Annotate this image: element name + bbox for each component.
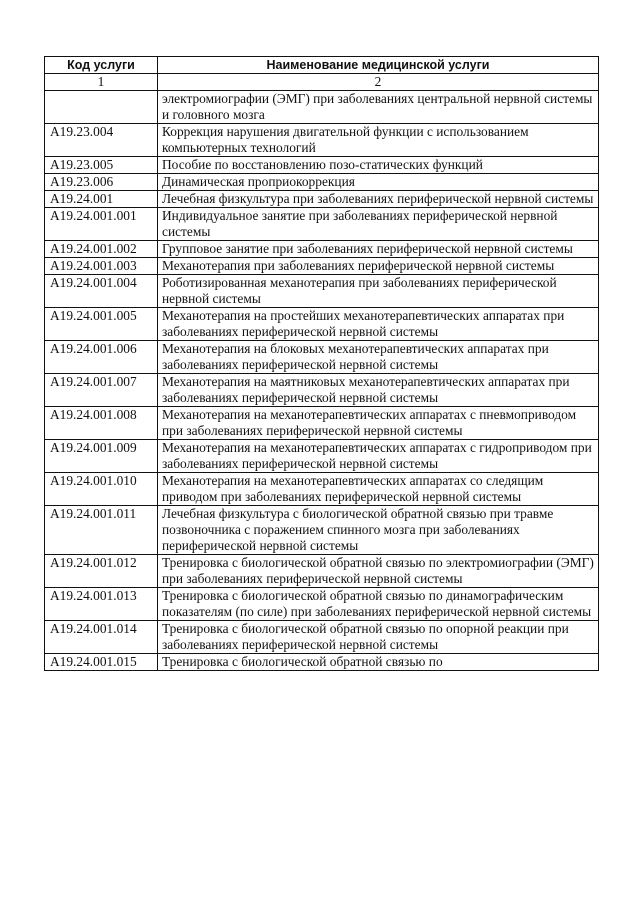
service-code: А19.24.001.006	[45, 341, 158, 374]
service-code: А19.23.004	[45, 124, 158, 157]
service-name: Механотерапия на механотерапевтических аппаратах со следящим приводом при заболеваниях периферической нервной системы	[158, 473, 599, 506]
table-row	[45, 407, 599, 440]
table-row	[45, 157, 599, 174]
service-name: Тренировка с биологической обратной связью по опорной реакции при заболеваниях периферической нервной системы	[158, 621, 599, 654]
service-code: А19.24.001.010	[45, 473, 158, 506]
service-name: Коррекция нарушения двигательной функции с использованием компьютерных технологий	[158, 124, 599, 157]
table-row	[45, 208, 599, 241]
service-code: А19.24.001.014	[45, 621, 158, 654]
table-row	[45, 621, 599, 654]
service-name: Тренировка с биологической обратной связью по электромиографии (ЭМГ) при заболеваниях периферической нервной системы	[158, 555, 599, 588]
service-code: А19.24.001.011	[45, 506, 158, 555]
service-name: Тренировка с биологической обратной связью по	[158, 654, 599, 671]
header-code: Код услуги	[45, 57, 158, 74]
table-row	[45, 341, 599, 374]
service-name: Динамическая проприокоррекция	[158, 174, 599, 191]
service-code: А19.24.001.012	[45, 555, 158, 588]
table-row	[45, 654, 599, 671]
service-name: Механотерапия на простейших механотерапевтических аппаратах при заболеваниях периферической нервной системы	[158, 308, 599, 341]
service-code: А19.24.001.007	[45, 374, 158, 407]
service-name: Лечебная физкультура с биологической обратной связью при травме позвоночника с поражением спинного мозга при заболеваниях периферической нервной системы	[158, 506, 599, 555]
service-name: Механотерапия на механотерапевтических аппаратах с гидроприводом при заболеваниях периферической нервной системы	[158, 440, 599, 473]
table-row	[45, 506, 599, 555]
column-number-1: 1	[45, 74, 158, 91]
service-code: А19.23.006	[45, 174, 158, 191]
service-code: А19.23.005	[45, 157, 158, 174]
header-name: Наименование медицинской услуги	[158, 57, 599, 74]
table-row	[45, 275, 599, 308]
table-row	[45, 124, 599, 157]
service-name: Механотерапия на механотерапевтических аппаратах с пневмоприводом при заболеваниях периферической нервной системы	[158, 407, 599, 440]
service-name: Роботизированная механотерапия при заболеваниях периферической нервной системы	[158, 275, 599, 308]
table-row	[45, 191, 599, 208]
service-code: А19.24.001.013	[45, 588, 158, 621]
service-code: А19.24.001.005	[45, 308, 158, 341]
service-code	[45, 91, 158, 124]
column-number-row	[45, 74, 599, 91]
service-name: Лечебная физкультура при заболеваниях периферической нервной системы	[158, 191, 599, 208]
header-row	[45, 57, 599, 74]
table-row	[45, 258, 599, 275]
table-row	[45, 374, 599, 407]
service-code: А19.24.001.003	[45, 258, 158, 275]
table-row	[45, 308, 599, 341]
service-code: А19.24.001.001	[45, 208, 158, 241]
service-name: Пособие по восстановлению позо-статических функций	[158, 157, 599, 174]
service-name: Механотерапия на блоковых механотерапевтических аппаратах при заболеваниях периферической нервной системы	[158, 341, 599, 374]
service-name: Механотерапия на маятниковых механотерапевтических аппаратах при заболеваниях периферической нервной системы	[158, 374, 599, 407]
service-name: Групповое занятие при заболеваниях периферической нервной системы	[158, 241, 599, 258]
service-code: А19.24.001.002	[45, 241, 158, 258]
service-code: А19.24.001	[45, 191, 158, 208]
service-name: Тренировка с биологической обратной связью по динамографическим показателям (по силе) при заболеваниях периферической нервной системы	[158, 588, 599, 621]
services-table	[44, 56, 599, 671]
table-row	[45, 555, 599, 588]
service-code: А19.24.001.004	[45, 275, 158, 308]
table-row	[45, 174, 599, 191]
service-name: Индивидуальное занятие при заболеваниях периферической нервной системы	[158, 208, 599, 241]
service-name: Механотерапия при заболеваниях периферической нервной системы	[158, 258, 599, 275]
table-row	[45, 473, 599, 506]
service-code: А19.24.001.009	[45, 440, 158, 473]
table-row	[45, 241, 599, 258]
service-code: А19.24.001.015	[45, 654, 158, 671]
table-row	[45, 91, 599, 124]
table-row	[45, 440, 599, 473]
table-row	[45, 588, 599, 621]
column-number-2: 2	[158, 74, 599, 91]
service-code: А19.24.001.008	[45, 407, 158, 440]
service-name: электромиографии (ЭМГ) при заболеваниях центральной нервной системы и головного мозга	[158, 91, 599, 124]
